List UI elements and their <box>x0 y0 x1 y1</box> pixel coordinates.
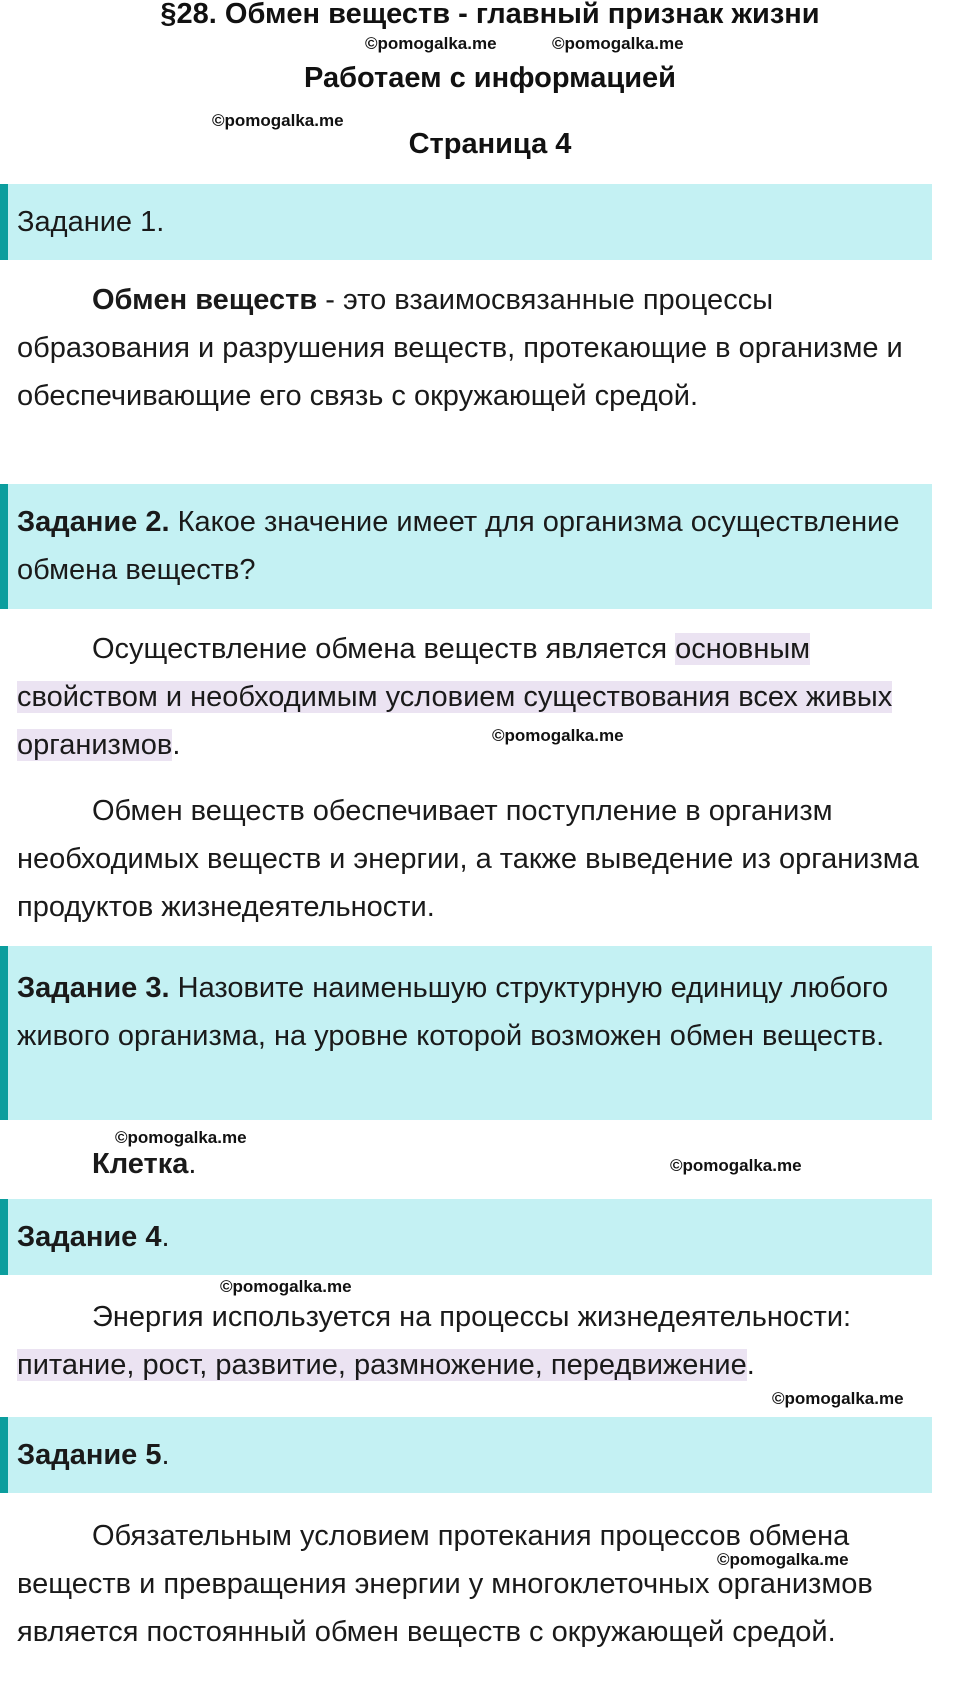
answer-5 <box>17 1512 937 1656</box>
watermark: ©pomogalka.me <box>220 1277 352 1296</box>
watermark: ©pomogalka.me <box>670 1156 802 1175</box>
task-1-header <box>0 184 932 260</box>
answer-2-highlight: основным свойством и необходимым условием существования всех живых организмов <box>17 633 893 761</box>
answer-2-paragraph-1 <box>17 625 937 769</box>
answer-1-text: - это взаимосвязанные процессы образования и разрушения веществ, протекающие в организме и обеспечивающие его связь с окружающей средой. <box>17 284 903 412</box>
task-5-question: . <box>161 1439 170 1471</box>
task-2-question: Какое значение имеет для организма осуществление обмена веществ? <box>17 506 900 586</box>
watermark: ©pomogalka.me <box>115 1128 247 1147</box>
watermark: ©pomogalka.me <box>492 726 624 745</box>
watermark: ©pomogalka.me <box>365 34 497 53</box>
watermark: ©pomogalka.me <box>212 111 344 130</box>
answer-4-highlight: питание, рост, развитие, размножение, передвижение <box>17 1349 747 1381</box>
task-2-label: Задание 2. <box>17 506 170 538</box>
answer-2-text-2: Обмен веществ обеспечивает поступление в организм необходимых веществ и энергии, а также выведение из организма продуктов жизнедеятельности. <box>17 795 919 923</box>
task-1-label: Задание 1. <box>17 206 165 238</box>
answer-4-text: Энергия используется на процессы жизнедеятельности: <box>92 1301 852 1333</box>
task-3-header <box>0 946 932 1120</box>
task-3-question: Назовите наименьшую структурную единицу любого живого организма, на уровне которой возможен обмен веществ. <box>17 972 889 1052</box>
task-2-header <box>0 484 932 609</box>
task-4-question: . <box>161 1221 170 1253</box>
page-title: §28. Обмен веществ - главный признак жизни <box>160 0 820 30</box>
answer-2-text: Осуществление обмена веществ является <box>92 633 676 665</box>
watermark: ©pomogalka.me <box>552 34 684 53</box>
answer-4 <box>17 1293 937 1389</box>
answer-2-paragraph-2 <box>17 787 937 931</box>
answer-3-period: . <box>188 1148 197 1180</box>
task-5-label: Задание 5 <box>17 1439 162 1471</box>
watermark: ©pomogalka.me <box>717 1550 849 1569</box>
page-number: Страница 4 <box>408 128 572 160</box>
task-5-header <box>0 1417 932 1493</box>
task-3-label: Задание 3. <box>17 972 170 1004</box>
watermark: ©pomogalka.me <box>772 1389 904 1408</box>
answer-4-period: . <box>746 1349 755 1381</box>
answer-1 <box>17 276 937 420</box>
answer-3-term: Клетка <box>92 1148 189 1180</box>
answer-5-text: Обязательным условием протекания процессов обмена веществ и превращения энергии у многоклеточных организмов является постоянный обмен веществ с окружающей средой. <box>17 1520 873 1648</box>
answer-2-period: . <box>172 729 181 761</box>
page-subtitle: Работаем с информацией <box>304 62 676 94</box>
task-4-header <box>0 1199 932 1275</box>
task-4-label: Задание 4 <box>17 1221 162 1253</box>
answer-1-term: Обмен веществ <box>92 284 318 316</box>
